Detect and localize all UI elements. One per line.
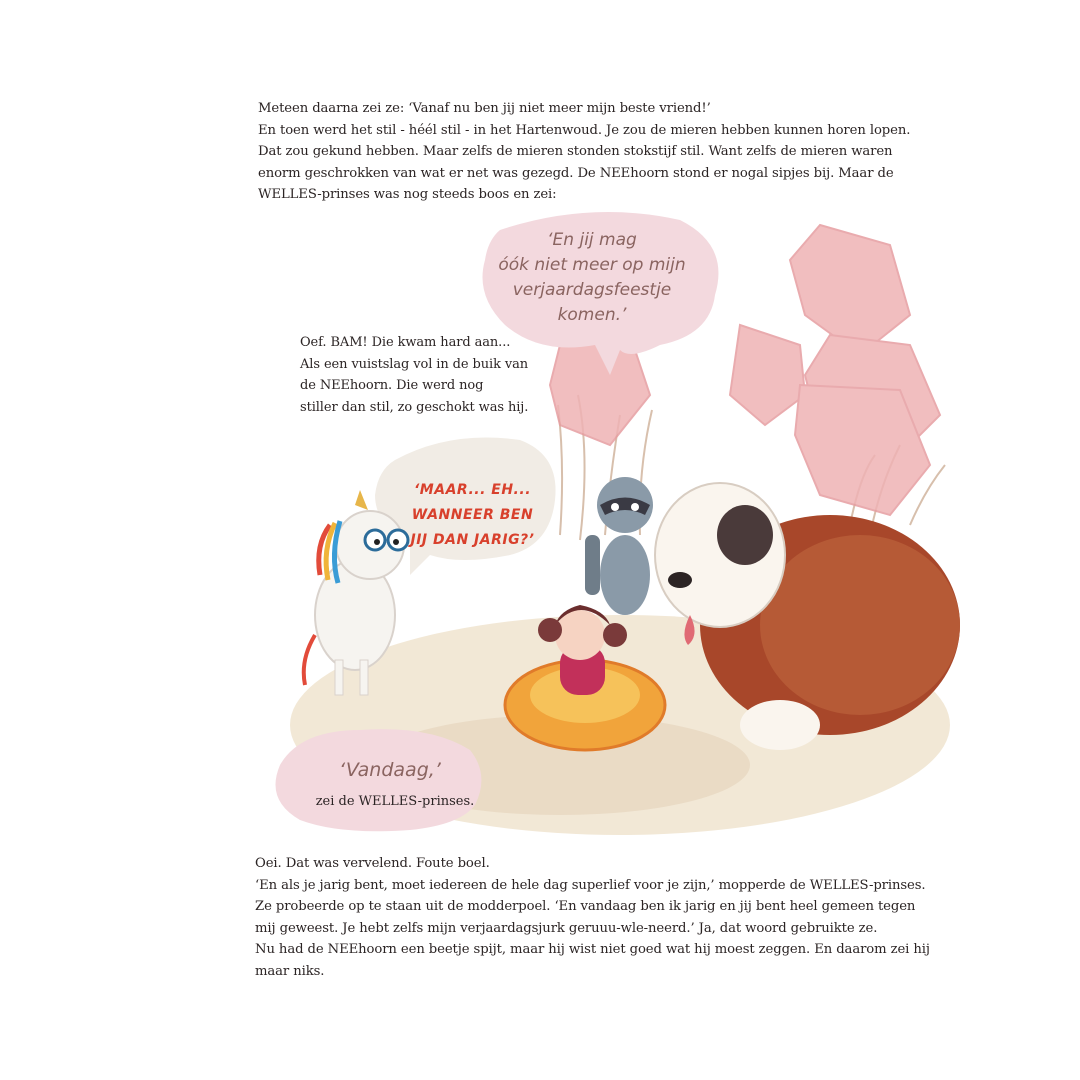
bubble-1-text bbox=[497, 228, 687, 328]
bubble-line: ‘En jij mag bbox=[547, 230, 637, 250]
text-line: maar niks. bbox=[255, 963, 325, 979]
text-line: stiller dan stil, zo geschokt was hij. bbox=[300, 399, 529, 415]
bubble-2-text bbox=[390, 478, 555, 553]
text-line: Meteen daarna zei ze: ‘Vanaf nu ben jij niet meer mijn beste vriend!’ bbox=[258, 101, 711, 116]
text-line: Oef. BAM! Die kwam hard aan... bbox=[300, 335, 511, 350]
text-line: enorm geschrokken van wat er net was gezegd. De NEEhoorn stond er nogal sipjes bij. Maar de bbox=[258, 165, 894, 181]
bubble-line: ‘MAAR... EH... bbox=[413, 482, 532, 498]
bubble-line: verjaardagsfeestje bbox=[512, 280, 672, 300]
bubble-line: óók niet meer op mijn bbox=[498, 255, 686, 275]
text-line: mij geweest. Je hebt zelfs mijn verjaardagsjurk geruuu-wle-neerd.’ Ja, dat woord gebruikte ze. bbox=[255, 920, 878, 936]
text-line: Dat zou gekund hebben. Maar zelfs de mieren stonden stokstijf stil. Want zelfs de mieren waren bbox=[258, 144, 893, 159]
text-line: WELLES-prinses was nog steeds boos en zei: bbox=[258, 187, 557, 202]
bubble-line: WANNEER BEN bbox=[411, 507, 534, 523]
bottom-paragraph bbox=[255, 853, 930, 982]
text-line: de NEEhoorn. Die werd nog bbox=[300, 378, 484, 393]
aside-paragraph bbox=[300, 332, 528, 418]
text-line: Ze probeerde op te staan uit de modderpoel. ‘En vandaag ben ik jarig en jij bent heel gemeen tegen bbox=[255, 899, 916, 914]
raccoon bbox=[585, 477, 653, 615]
text-line: Nu had de NEEhoorn een beetje spijt, maar hij wist niet goed wat hij moest zeggen. En daarom zei hij bbox=[255, 942, 930, 957]
text-line: Oei. Dat was vervelend. Foute boel. bbox=[255, 856, 490, 871]
text-line: En toen werd het stil - héél stil - in het Hartenwoud. Je zou de mieren hebben kunnen horen lopen. bbox=[258, 122, 911, 138]
top-paragraph bbox=[258, 98, 910, 206]
text-line: ‘En als je jarig bent, moet iedereen de hele dag superlief voor je zijn,’ mopperde de WELLES-prinses. bbox=[255, 877, 926, 893]
bubble-3-attribution: zei de WELLES-prinses. bbox=[315, 794, 475, 809]
bubble-line: JIJ DAN JARIG?’ bbox=[410, 532, 535, 548]
text-line: Als een vuistslag vol in de buik van bbox=[300, 356, 529, 372]
bubble-line: komen.’ bbox=[557, 305, 627, 325]
bubble-3-quote: ‘Vandaag,’ bbox=[339, 759, 441, 781]
